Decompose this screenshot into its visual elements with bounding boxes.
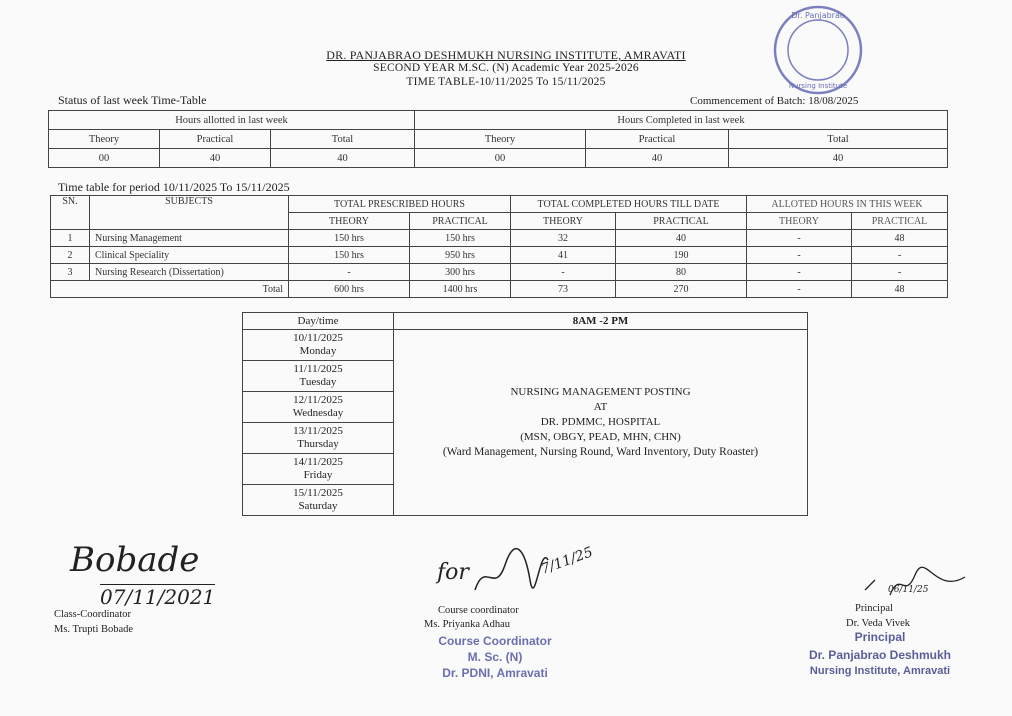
day-date: 15/11/2025 [293, 487, 343, 499]
sub-theory: THEORY [289, 213, 410, 230]
course-coordinator-signature-date: 7/11/25 [538, 544, 596, 578]
principal-name: Dr. Veda Vivek [846, 618, 911, 629]
col-sn: SN. [51, 196, 90, 230]
cell: 40 [729, 149, 948, 168]
cell: - [747, 281, 852, 298]
cell: - [747, 230, 852, 247]
class-coordinator-role: Class-Coordinator [54, 609, 131, 620]
day-cell [243, 423, 394, 454]
course-coordinator-scribble [470, 540, 550, 600]
course-coordinator-signature: for [437, 560, 469, 585]
table-row [49, 149, 948, 168]
cell-subject: Nursing Research (Dissertation) [90, 264, 289, 281]
cell: 190 [616, 247, 747, 264]
cell: 80 [616, 264, 747, 281]
group-allotted: ALLOTED HOURS IN THIS WEEK [747, 196, 948, 213]
posting-activities: (Ward Management, Nursing Round, Ward Inventory, Duty Roaster) [442, 446, 759, 458]
table-row [51, 264, 948, 281]
cell: 00 [49, 149, 160, 168]
cell: 73 [511, 281, 616, 298]
cell: 950 hrs [410, 247, 511, 264]
commencement-date: Commencement of Batch: 18/08/2025 [690, 95, 859, 107]
cell: 40 [160, 149, 271, 168]
col-time-slot: 8AM -2 PM [394, 313, 808, 330]
day-cell [243, 392, 394, 423]
day-date: 13/11/2025 [293, 425, 343, 437]
col-theory: Theory [415, 130, 586, 149]
posting-departments: (MSN, OBGY, PEAD, MHN, CHN) [520, 431, 681, 443]
status-table [48, 110, 948, 168]
day-date: 10/11/2025 [293, 332, 343, 344]
course-stamp-line3: Dr. PDNI, Amravati [442, 666, 548, 680]
cell: 150 hrs [289, 247, 410, 264]
col-practical: Practical [586, 130, 729, 149]
status-title: Status of last week Time-Table [58, 93, 207, 107]
posting-title: NURSING MANAGEMENT POSTING [510, 386, 691, 398]
schedule-table [242, 312, 808, 516]
period-title: Time table for period 10/11/2025 To 15/11/2025 [58, 180, 290, 194]
cell: - [289, 264, 410, 281]
total-label: Total [51, 281, 289, 298]
col-total: Total [271, 130, 415, 149]
cell: - [511, 264, 616, 281]
timetable-title: TIME TABLE-10/11/2025 To 15/11/2025 [406, 76, 606, 88]
day-cell [243, 330, 394, 361]
seal-text-bottom: Nursing Institute [788, 82, 848, 90]
program-title: SECOND YEAR M.SC. (N) Academic Year 2025-2026 [373, 62, 639, 74]
day-name: Friday [303, 469, 333, 481]
sub-practical: PRACTICAL [410, 213, 511, 230]
day-name: Wednesday [292, 407, 344, 419]
class-coordinator-name: Ms. Trupti Bobade [54, 624, 134, 635]
cell-subject: Clinical Speciality [90, 247, 289, 264]
cell: 40 [616, 230, 747, 247]
cell-sn: 3 [51, 264, 90, 281]
sub-practical: PRACTICAL [852, 213, 948, 230]
cell: 48 [852, 281, 948, 298]
table-row [51, 230, 948, 247]
day-name: Tuesday [299, 376, 337, 388]
day-date: 14/11/2025 [293, 456, 343, 468]
day-date: 12/11/2025 [293, 394, 343, 406]
cell: 600 hrs [289, 281, 410, 298]
col-theory: Theory [49, 130, 160, 149]
cell: 48 [852, 230, 948, 247]
cell: - [852, 247, 948, 264]
day-cell [243, 485, 394, 516]
cell: 32 [511, 230, 616, 247]
course-stamp-line1: Course Coordinator [438, 634, 552, 648]
day-cell [243, 361, 394, 392]
posting-at: AT [593, 401, 608, 413]
sub-theory: THEORY [511, 213, 616, 230]
table-row [51, 247, 948, 264]
institute-title: DR. PANJABRAO DESHMUKH NURSING INSTITUTE, AMRAVATI [326, 48, 686, 62]
principal-stamp-line3: Nursing Institute, Amravati [809, 665, 951, 677]
completed-header: Hours Completed in last week [415, 111, 948, 130]
principal-role: Principal [855, 603, 893, 614]
col-practical: Practical [160, 130, 271, 149]
posting-cell [394, 330, 808, 516]
day-cell [243, 454, 394, 485]
total-row [51, 281, 948, 298]
principal-signature-date: 06/11/25 [888, 585, 929, 595]
cell: 00 [415, 149, 586, 168]
course-stamp-line2: M. Sc. (N) [467, 650, 523, 664]
class-coordinator-signature-date: 07/11/2021 [100, 585, 216, 609]
day-name: Monday [299, 345, 337, 357]
cell: 300 hrs [410, 264, 511, 281]
course-coordinator-role: Course coordinator [438, 605, 519, 616]
cell: - [852, 264, 948, 281]
cell: - [747, 247, 852, 264]
course-coordinator-name: Ms. Priyanka Adhau [424, 619, 511, 630]
posting-hospital: DR. PDMMC, HOSPITAL [540, 416, 661, 428]
cell: 1400 hrs [410, 281, 511, 298]
cell: 40 [271, 149, 415, 168]
sub-theory: THEORY [747, 213, 852, 230]
cell-sn: 2 [51, 247, 90, 264]
period-table [50, 195, 948, 298]
group-prescribed: TOTAL PRESCRIBED HOURS [289, 196, 511, 213]
day-row [243, 330, 808, 361]
cell-sn: 1 [51, 230, 90, 247]
sub-practical: PRACTICAL [616, 213, 747, 230]
col-subjects: SUBJECTS [90, 196, 289, 230]
cell: 41 [511, 247, 616, 264]
principal-stamp-line1: Principal [854, 630, 906, 644]
cell-subject: Nursing Management [90, 230, 289, 247]
cell: 270 [616, 281, 747, 298]
seal-text-top: Dr. Panjabrao [791, 11, 845, 20]
class-coordinator-signature: Bobade [70, 540, 200, 580]
day-name: Thursday [297, 438, 339, 450]
principal-stamp-line2: Dr. Panjabrao Deshmukh [808, 648, 952, 662]
col-day-time: Day/time [243, 313, 394, 330]
cell: - [747, 264, 852, 281]
group-completed: TOTAL COMPLETED HOURS TILL DATE [511, 196, 747, 213]
day-date: 11/11/2025 [293, 363, 343, 375]
col-total: Total [729, 130, 948, 149]
allotted-header: Hours allotted in last week [49, 111, 415, 130]
cell: 150 hrs [410, 230, 511, 247]
cell: 40 [586, 149, 729, 168]
cell: 150 hrs [289, 230, 410, 247]
day-name: Saturday [298, 500, 338, 512]
